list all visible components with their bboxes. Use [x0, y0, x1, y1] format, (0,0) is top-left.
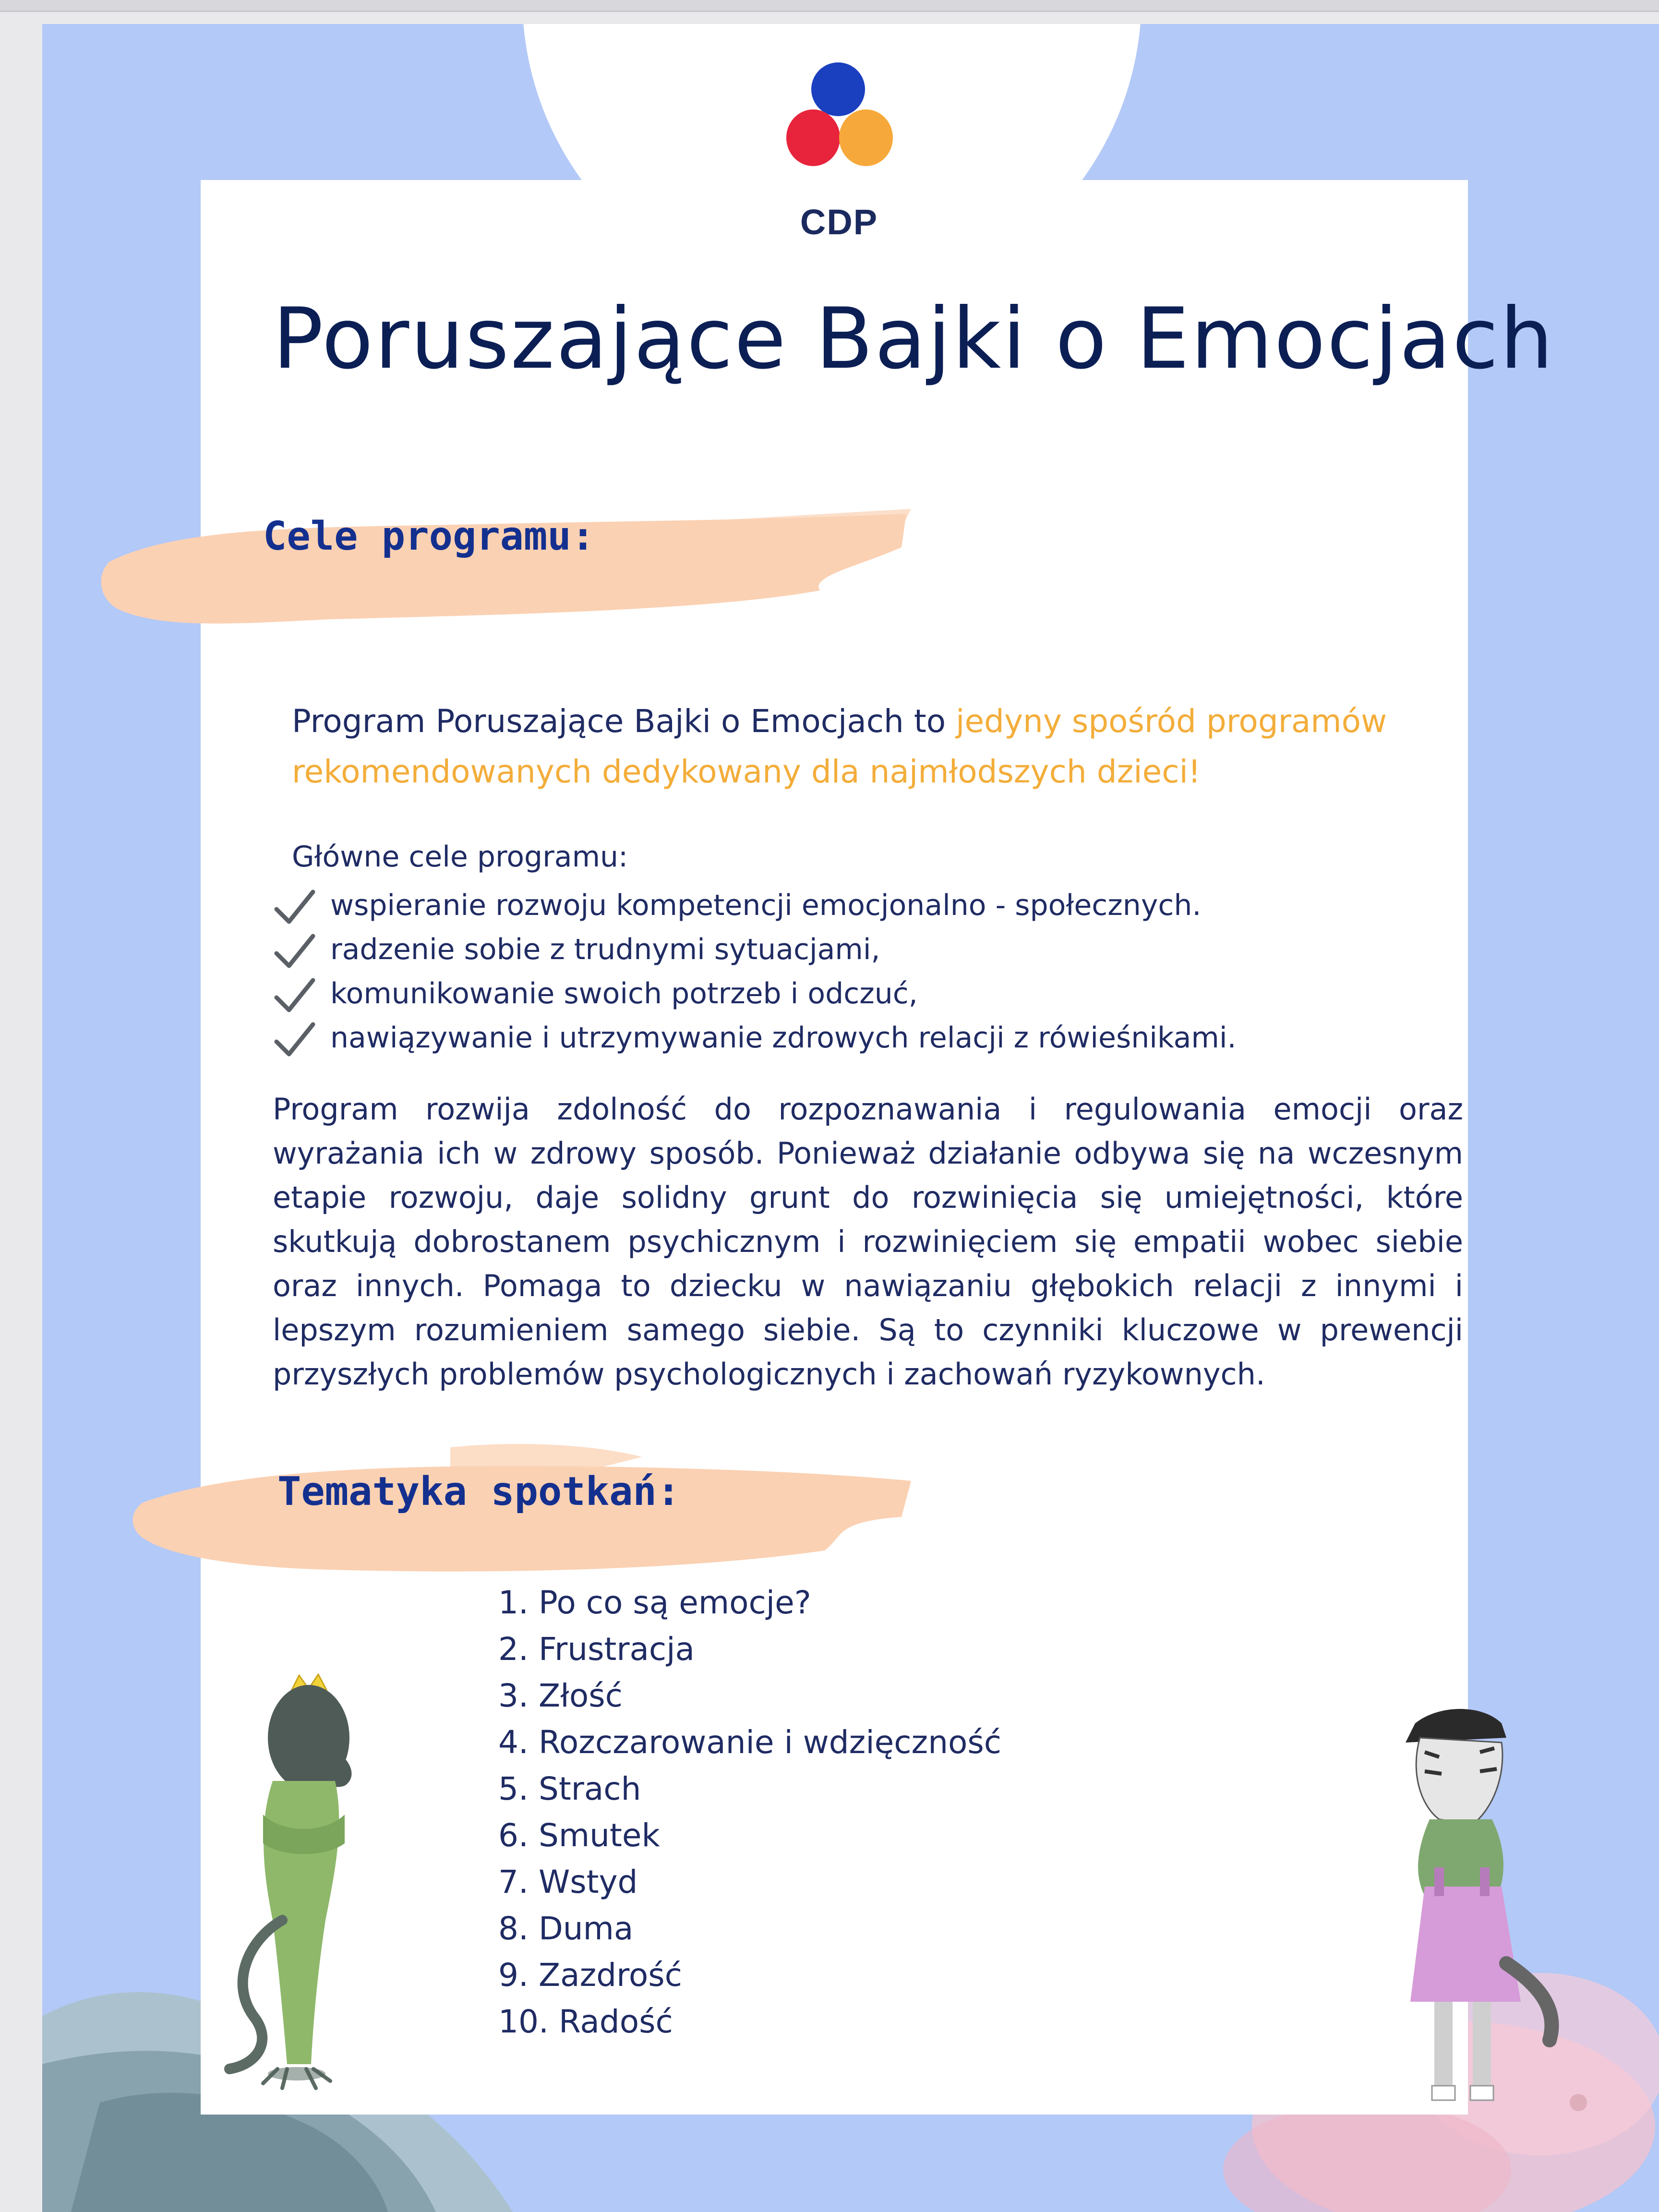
topic-item: 3. Złość	[498, 1677, 623, 1714]
topic-item: 7. Wstyd	[498, 1863, 638, 1900]
checkmark-icon	[273, 888, 316, 926]
topic-item: 2. Frustracja	[498, 1631, 695, 1668]
section-heading-topics: Tematyka spotkań:	[277, 1469, 681, 1515]
zebra-character-illustration	[1377, 1695, 1602, 2127]
goals-list	[273, 883, 1237, 1060]
checkmark-icon	[273, 976, 316, 1015]
logo-orange-dot	[839, 109, 893, 166]
lizard-character-illustration	[201, 1671, 450, 2112]
topic-item: 1. Po co są emocje?	[498, 1584, 811, 1621]
topic-item: 9. Zazdrość	[498, 1957, 682, 1994]
topic-item: 5. Strach	[498, 1770, 641, 1807]
poster	[42, 24, 1659, 2212]
goal-item	[273, 972, 1237, 1016]
topics-list	[498, 1579, 1001, 2045]
intro-paragraph	[292, 696, 1396, 797]
topic-item: 6. Smutek	[498, 1817, 660, 1854]
checkmark-icon	[273, 932, 316, 971]
intro-text: Program Poruszające Bajki o Emocjach to	[292, 703, 956, 740]
window-top-bar	[0, 0, 1659, 12]
intro-highlight: jedyny spośród programów rekomendowanych dedykowany dla najmłodszych dzieci!	[292, 703, 1387, 790]
cdp-logo	[767, 62, 911, 245]
topic-item: 4. Rozczarowanie i wdzięczność	[498, 1724, 1002, 1761]
goal-text: nawiązywanie i utrzymywanie zdrowych relacji z rówieśnikami.	[330, 1021, 1237, 1055]
logo-blue-dot	[811, 62, 865, 116]
checkmark-icon	[273, 1021, 316, 1059]
topic-item: 10. Radość	[498, 2003, 673, 2040]
page-title: Poruszające Bajki o Emocjach	[273, 290, 1555, 388]
section-heading-goals: Cele programu:	[263, 514, 595, 559]
goal-text: wspieranie rozwoju kompetencji emocjonalno - społecznych.	[330, 889, 1202, 922]
goal-text: radzenie sobie z trudnymi sytuacjami,	[330, 933, 880, 966]
goal-item	[273, 1016, 1237, 1060]
topic-item: 8. Duma	[498, 1910, 634, 1947]
logo-text: CDP	[800, 202, 878, 242]
brush-stroke-topics	[114, 1440, 921, 1599]
goals-title: Główne cele programu:	[292, 840, 628, 874]
goal-item	[273, 883, 1237, 927]
body-paragraph: Program rozwija zdolność do rozpoznawania i regulowania emocji oraz wyrażania ich w zdrowy sposób. Ponieważ działanie odbywa się na wczesnym etapie rozwoju, daje solidny grunt do rozwinięcia się umiejętności, które skutkują dobrostanem psychicznym i rozwinięciem się empatii wobec siebie oraz innych. Pomaga to dziecku w nawiązaniu głębokich relacji z innymi i lepszym rozumieniem samego siebie. Są to czynniki kluczowe w prewencji przyszłych problemów psychologicznych i zachowań ryzykownych.	[273, 1092, 1463, 1392]
goal-item	[273, 927, 1237, 972]
goal-text: komunikowanie swoich potrzeb i odczuć,	[330, 977, 918, 1010]
logo-red-dot	[786, 109, 840, 166]
